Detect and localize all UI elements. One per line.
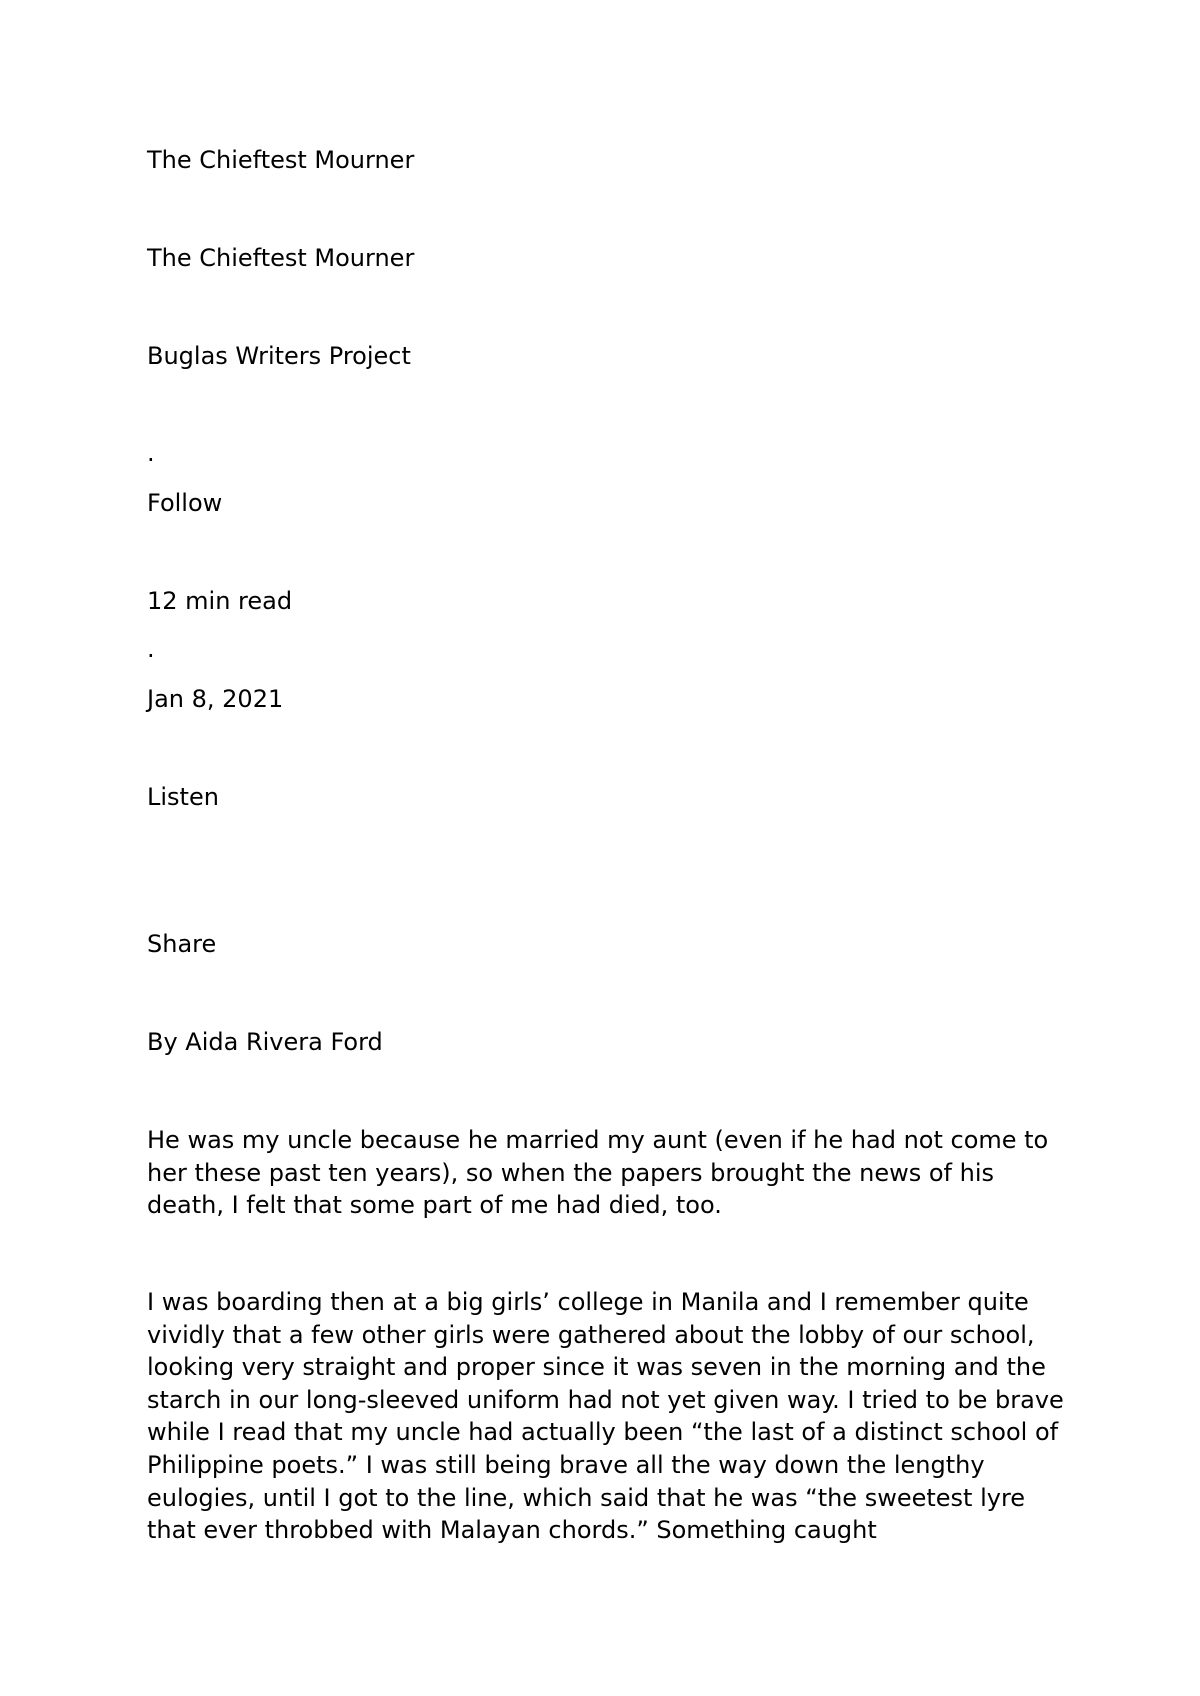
follow-link[interactable]: Follow: [147, 489, 223, 517]
listen-button[interactable]: Listen: [147, 783, 219, 811]
share-button[interactable]: Share: [147, 930, 217, 958]
publication-name[interactable]: Buglas Writers Project: [147, 342, 411, 370]
article-title: The Chieftest Mourner: [147, 146, 415, 174]
read-time: 12 min read: [147, 587, 293, 615]
separator-dot: .: [147, 439, 155, 467]
article-title-repeat: The Chieftest Mourner: [147, 244, 415, 272]
byline: By Aida Rivera Ford: [147, 1028, 383, 1056]
body-paragraph: I was boarding then at a big girls’ college in Manila and I remember quite vividly that a few other girls were gathered about the lobby of our school, looking very straight and proper since it was seven in the morning and the starch in our long-sleeved uniform had not yet given way. I tried to be brave while I read that my uncle had actually been “the last of a distinct school of Philippine poets.” I was still being brave all the way down the lengthy eulogies, until I got to the line, which said that he was “the sweetest lyre that ever throbbed with Malayan chords.” Something caught: [147, 1288, 1064, 1545]
body-paragraph: He was my uncle because he married my aunt (even if he had not come to her these past ten years), so when the papers brought the news of his death, I felt that some part of me had died, too.: [147, 1126, 1049, 1220]
separator-dot: .: [147, 635, 155, 663]
publish-date: Jan 8, 2021: [147, 685, 284, 713]
